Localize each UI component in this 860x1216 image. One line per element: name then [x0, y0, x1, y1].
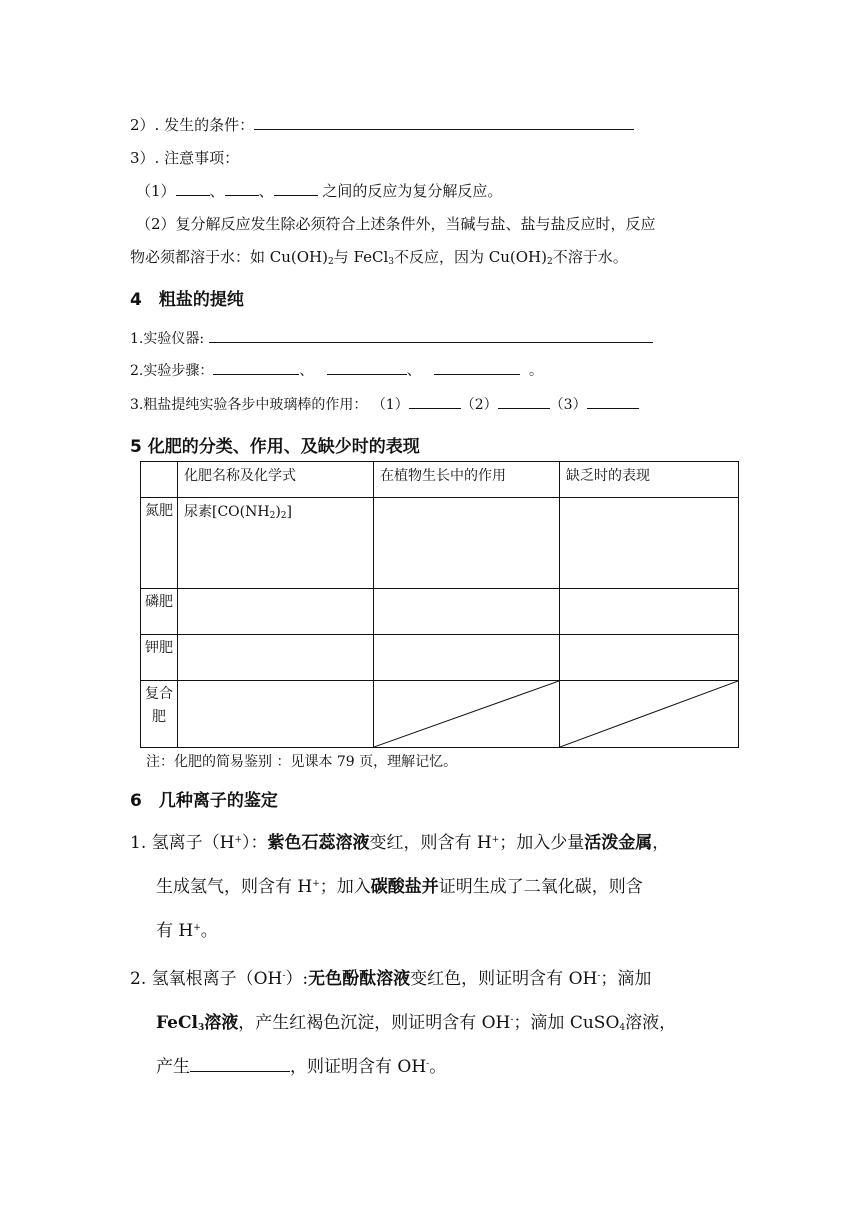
hydroxide-ion-line2: FeCl$_3$溶液，产生红褐色沉淀，则证明含有 OH-；滴加 CuSO$_4$溶液， — [156, 1013, 677, 1033]
step-blank-3[interactable] — [434, 360, 520, 375]
potassium-deficiency[interactable] — [560, 635, 739, 681]
header-name: 化肥名称及化学式 — [178, 462, 374, 498]
compound-function-crossed — [374, 681, 560, 748]
table-row — [141, 498, 739, 589]
compound-name[interactable] — [178, 681, 374, 748]
category-potassium: 钾肥 — [141, 635, 178, 681]
hydrogen-ion-line2: 生成氢气，则含有 H+；加入碳酸盐并证明生成了二氧化碳，则含 — [156, 877, 643, 897]
table-row — [141, 635, 739, 681]
table-header-row — [141, 462, 739, 498]
potassium-function[interactable] — [374, 635, 560, 681]
steps-line: 2.实验步骤： 、 、 。 — [130, 360, 543, 380]
potassium-name[interactable] — [178, 635, 374, 681]
phosphorus-function[interactable] — [374, 589, 560, 635]
header-blank — [141, 462, 178, 498]
note1-blank-3[interactable] — [274, 181, 318, 196]
category-phosphorus: 磷肥 — [141, 589, 178, 635]
precipitate-blank[interactable] — [190, 1055, 290, 1072]
nitrogen-function[interactable] — [374, 498, 560, 589]
phosphorus-name[interactable] — [178, 589, 374, 635]
instruments-line: 1.实验仪器: — [130, 328, 653, 348]
step-blank-2[interactable] — [327, 360, 407, 375]
note1-blank-1[interactable] — [176, 181, 210, 196]
rod-blank-1[interactable] — [409, 394, 461, 409]
note2-line1: （2）复分解反应发生除必须符合上述条件外，当碱与盐、盐与盐反应时，反应 — [136, 215, 656, 233]
table-row — [141, 589, 739, 635]
diagonal-line — [374, 681, 559, 747]
condition-line — [130, 114, 634, 135]
hydrogen-ion-line3: 有 H+。 — [156, 921, 218, 941]
diagonal-line — [560, 681, 738, 747]
category-nitrogen: 氮肥 — [141, 498, 178, 589]
section6-heading: 6 几种离子的鉴定 — [130, 791, 278, 811]
rod-blank-3[interactable] — [587, 394, 639, 409]
note2-line2: 物必须都溶于水：如 $Cu(OH)_2$与 FeCl$_3$不反应，因为 $Cu(OH)_2$不溶于水。 — [130, 248, 628, 267]
notes-label: 3）. 注意事项： — [130, 149, 240, 167]
section4-heading: 4 粗盐的提纯 — [130, 290, 244, 310]
hydrogen-ion-line1: 1. 氢离子（H+）：紫色石蕊溶液变红，则含有 H+；加入少量活泼金属， — [130, 833, 670, 853]
note1-line: （1） 、 、 之间的反应为复分解反应。 — [136, 182, 503, 200]
phosphorus-deficiency[interactable] — [560, 589, 739, 635]
nitrogen-name[interactable]: 尿素$[CO(NH_2)_2]$ — [178, 498, 374, 589]
header-function: 在植物生长中的作用 — [374, 462, 560, 498]
table-note: 注：化肥的简易鉴别 ：见课本 79 页，理解记忆。 — [146, 754, 458, 770]
condition-blank[interactable] — [254, 115, 634, 130]
nitrogen-deficiency[interactable] — [560, 498, 739, 589]
step-blank-1[interactable] — [213, 360, 299, 375]
category-compound: 复合肥 — [141, 681, 178, 748]
hydroxide-ion-line1: 2. 氢氧根离子（OH-）:无色酚酞溶液变红色，则证明含有 OH-；滴加 — [130, 969, 652, 989]
header-deficiency: 缺乏时的表现 — [560, 462, 739, 498]
fertilizer-table — [140, 461, 739, 748]
condition-label: 2）. 发生的条件： — [130, 116, 255, 134]
hydroxide-ion-line3: 产生 ，则证明含有 OH-。 — [156, 1057, 447, 1077]
rod-blank-2[interactable] — [498, 394, 550, 409]
compound-deficiency-crossed — [560, 681, 739, 748]
note1-blank-2[interactable] — [225, 181, 259, 196]
instruments-blank[interactable] — [209, 328, 653, 343]
glass-rod-line: 3.粗盐提纯实验各步中玻璃棒的作用： （1） （2） （3） — [130, 394, 639, 414]
section5-heading: 5 化肥的分类、作用、及缺少时的表现 — [130, 437, 420, 457]
table-row — [141, 681, 739, 748]
